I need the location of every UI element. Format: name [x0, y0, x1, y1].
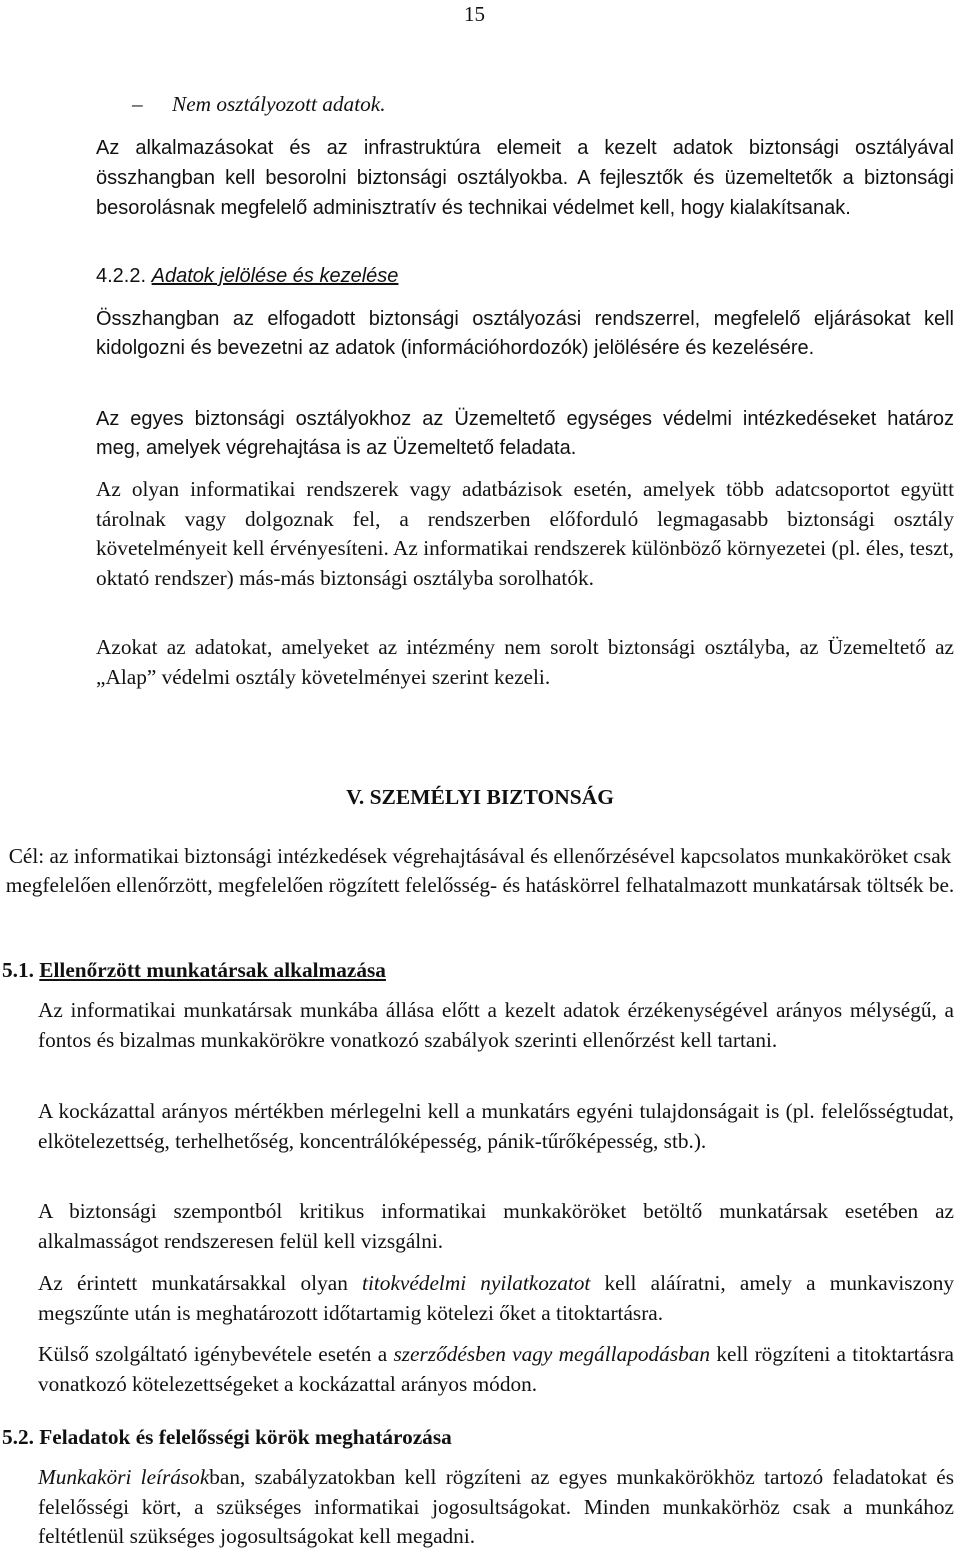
paragraph-4-2-2-2: Az egyes biztonsági osztályokhoz az Üzemeltető egységes védelmi intézkedéseket határoz meg, amelyek végrehajtása is az Üzemeltető feladata.	[96, 408, 954, 459]
heading-5-1-title: Ellenőrzött munkatársak alkalmazása	[39, 958, 386, 982]
heading-5-1	[2, 956, 386, 985]
paragraph-intro: Az alkalmazásokat és az infrastruktúra elemeit a kezelt adatok biztonsági osztályával összhangban kell besorolni biztonsági osztályokba. A fejlesztők és üzemeltetők a biztonsági besorolásnak megfelelő adminisztratív és technikai védelmet kell, hogy kialakítsanak.	[96, 137, 954, 219]
p52-emphasis: Munkaköri leírások	[38, 1465, 210, 1489]
heading-5-2	[2, 1423, 452, 1452]
p5-text-b: kell rögzíteni a titoktartásra vonatkozó kötelezettségeket a kockázattal arányos módon.	[38, 1342, 954, 1396]
p5-emphasis: szerződésben vagy megállapodásban	[393, 1342, 711, 1366]
bullet-item	[132, 90, 386, 120]
section-goal: Cél: az informatikai biztonsági intézkedések végrehajtásával és ellenőrzésével kapcsolatos munkaköröket csak megfelelően ellenőrzött, megfelelően rögzített felelősség- és hatáskörrel felhatalmazott munkatársak töltsék be.	[5, 844, 955, 897]
p4-text-a: Az érintett munkatársakkal olyan	[38, 1271, 363, 1295]
subsection-heading-4-2-2	[96, 262, 398, 290]
p4-emphasis: titokvédelmi nyilatkozatot	[362, 1271, 591, 1295]
paragraph-5-1-1: Az informatikai munkatársak munkába állása előtt a kezelt adatok érzékenységével arányos mélységű, a fontos és bizalmas munkakörökre vonatkozó szabályok szerinti ellenőrzést kell tartani.	[38, 998, 954, 1052]
heading-5-2-title: Feladatok és felelősségi körök meghatározása	[39, 1425, 452, 1449]
p52-text: ban, szabályzatokban kell rögzíteni az egyes munkakörökhöz tartozó feladatokat és felelősségi kört, a szükséges informatikai jogosultságokat. Minden munkakörhöz csak a munkához feltétlenül szükséges jogosultságokat kell megadni.	[38, 1465, 954, 1548]
paragraph-5-1-5	[38, 1340, 954, 1399]
heading-5-2-number: 5.2.	[2, 1425, 34, 1449]
paragraph-4-2-2-3: Az olyan informatikai rendszerek vagy adatbázisok esetén, amelyek több adatcsoportot együtt tárolnak vagy dolgoznak fel, a rendszerben előforduló legmagasabb biztonsági osztály követelményeit kell érvényesíteni. Az informatikai rendszerek különböző környezetei (pl. éles, teszt, oktató rendszer) más-más biztonsági osztályba sorolhatók.	[96, 477, 954, 590]
p5-text-a: Külső szolgáltató igénybevétele esetén a	[38, 1342, 394, 1366]
paragraph-5-1-3: A biztonsági szempontból kritikus informatikai munkaköröket betöltő munkatársak esetében az alkalmasságot rendszeresen felül kell vizsgálni.	[38, 1199, 954, 1253]
paragraph-5-1-4	[38, 1269, 954, 1328]
heading-5-1-number: 5.1.	[2, 958, 34, 982]
page-number: 15	[464, 2, 485, 26]
paragraph-5-1-2: A kockázattal arányos mértékben mérlegelni kell a munkatárs egyéni tulajdonságait is (pl. felelősségtudat, elkötelezettség, terhelhetőség, koncentrálóképesség, pánik-tűrőképesség, stb.).	[38, 1099, 954, 1153]
subsection-number: 4.2.2.	[96, 265, 147, 287]
bullet-text: Nem osztályozott adatok.	[172, 92, 386, 116]
subsection-title: Adatok jelölése és kezelése	[151, 265, 399, 287]
paragraph-4-2-2-4: Azokat az adatokat, amelyeket az intézmény nem sorolt biztonsági osztályba, az Üzemeltető az „Alap” védelmi osztály követelményei szerint kezeli.	[96, 635, 954, 689]
paragraph-5-2-1	[38, 1463, 954, 1552]
section-title: V. SZEMÉLYI BIZTONSÁG	[346, 785, 614, 809]
p4-text-b: kell aláíratni, amely a munkaviszony megszűnte után is meghatározott időtartamig kötelezi őket a titoktartásra.	[38, 1271, 954, 1325]
paragraph-4-2-2-1: Összhangban az elfogadott biztonsági osztályozási rendszerrel, megfelelő eljárásokat kell kidolgozni és bevezetni az adatok (információhordozók) jelölésére és kezelésére.	[96, 308, 954, 359]
dash-bullet: –	[132, 92, 143, 116]
